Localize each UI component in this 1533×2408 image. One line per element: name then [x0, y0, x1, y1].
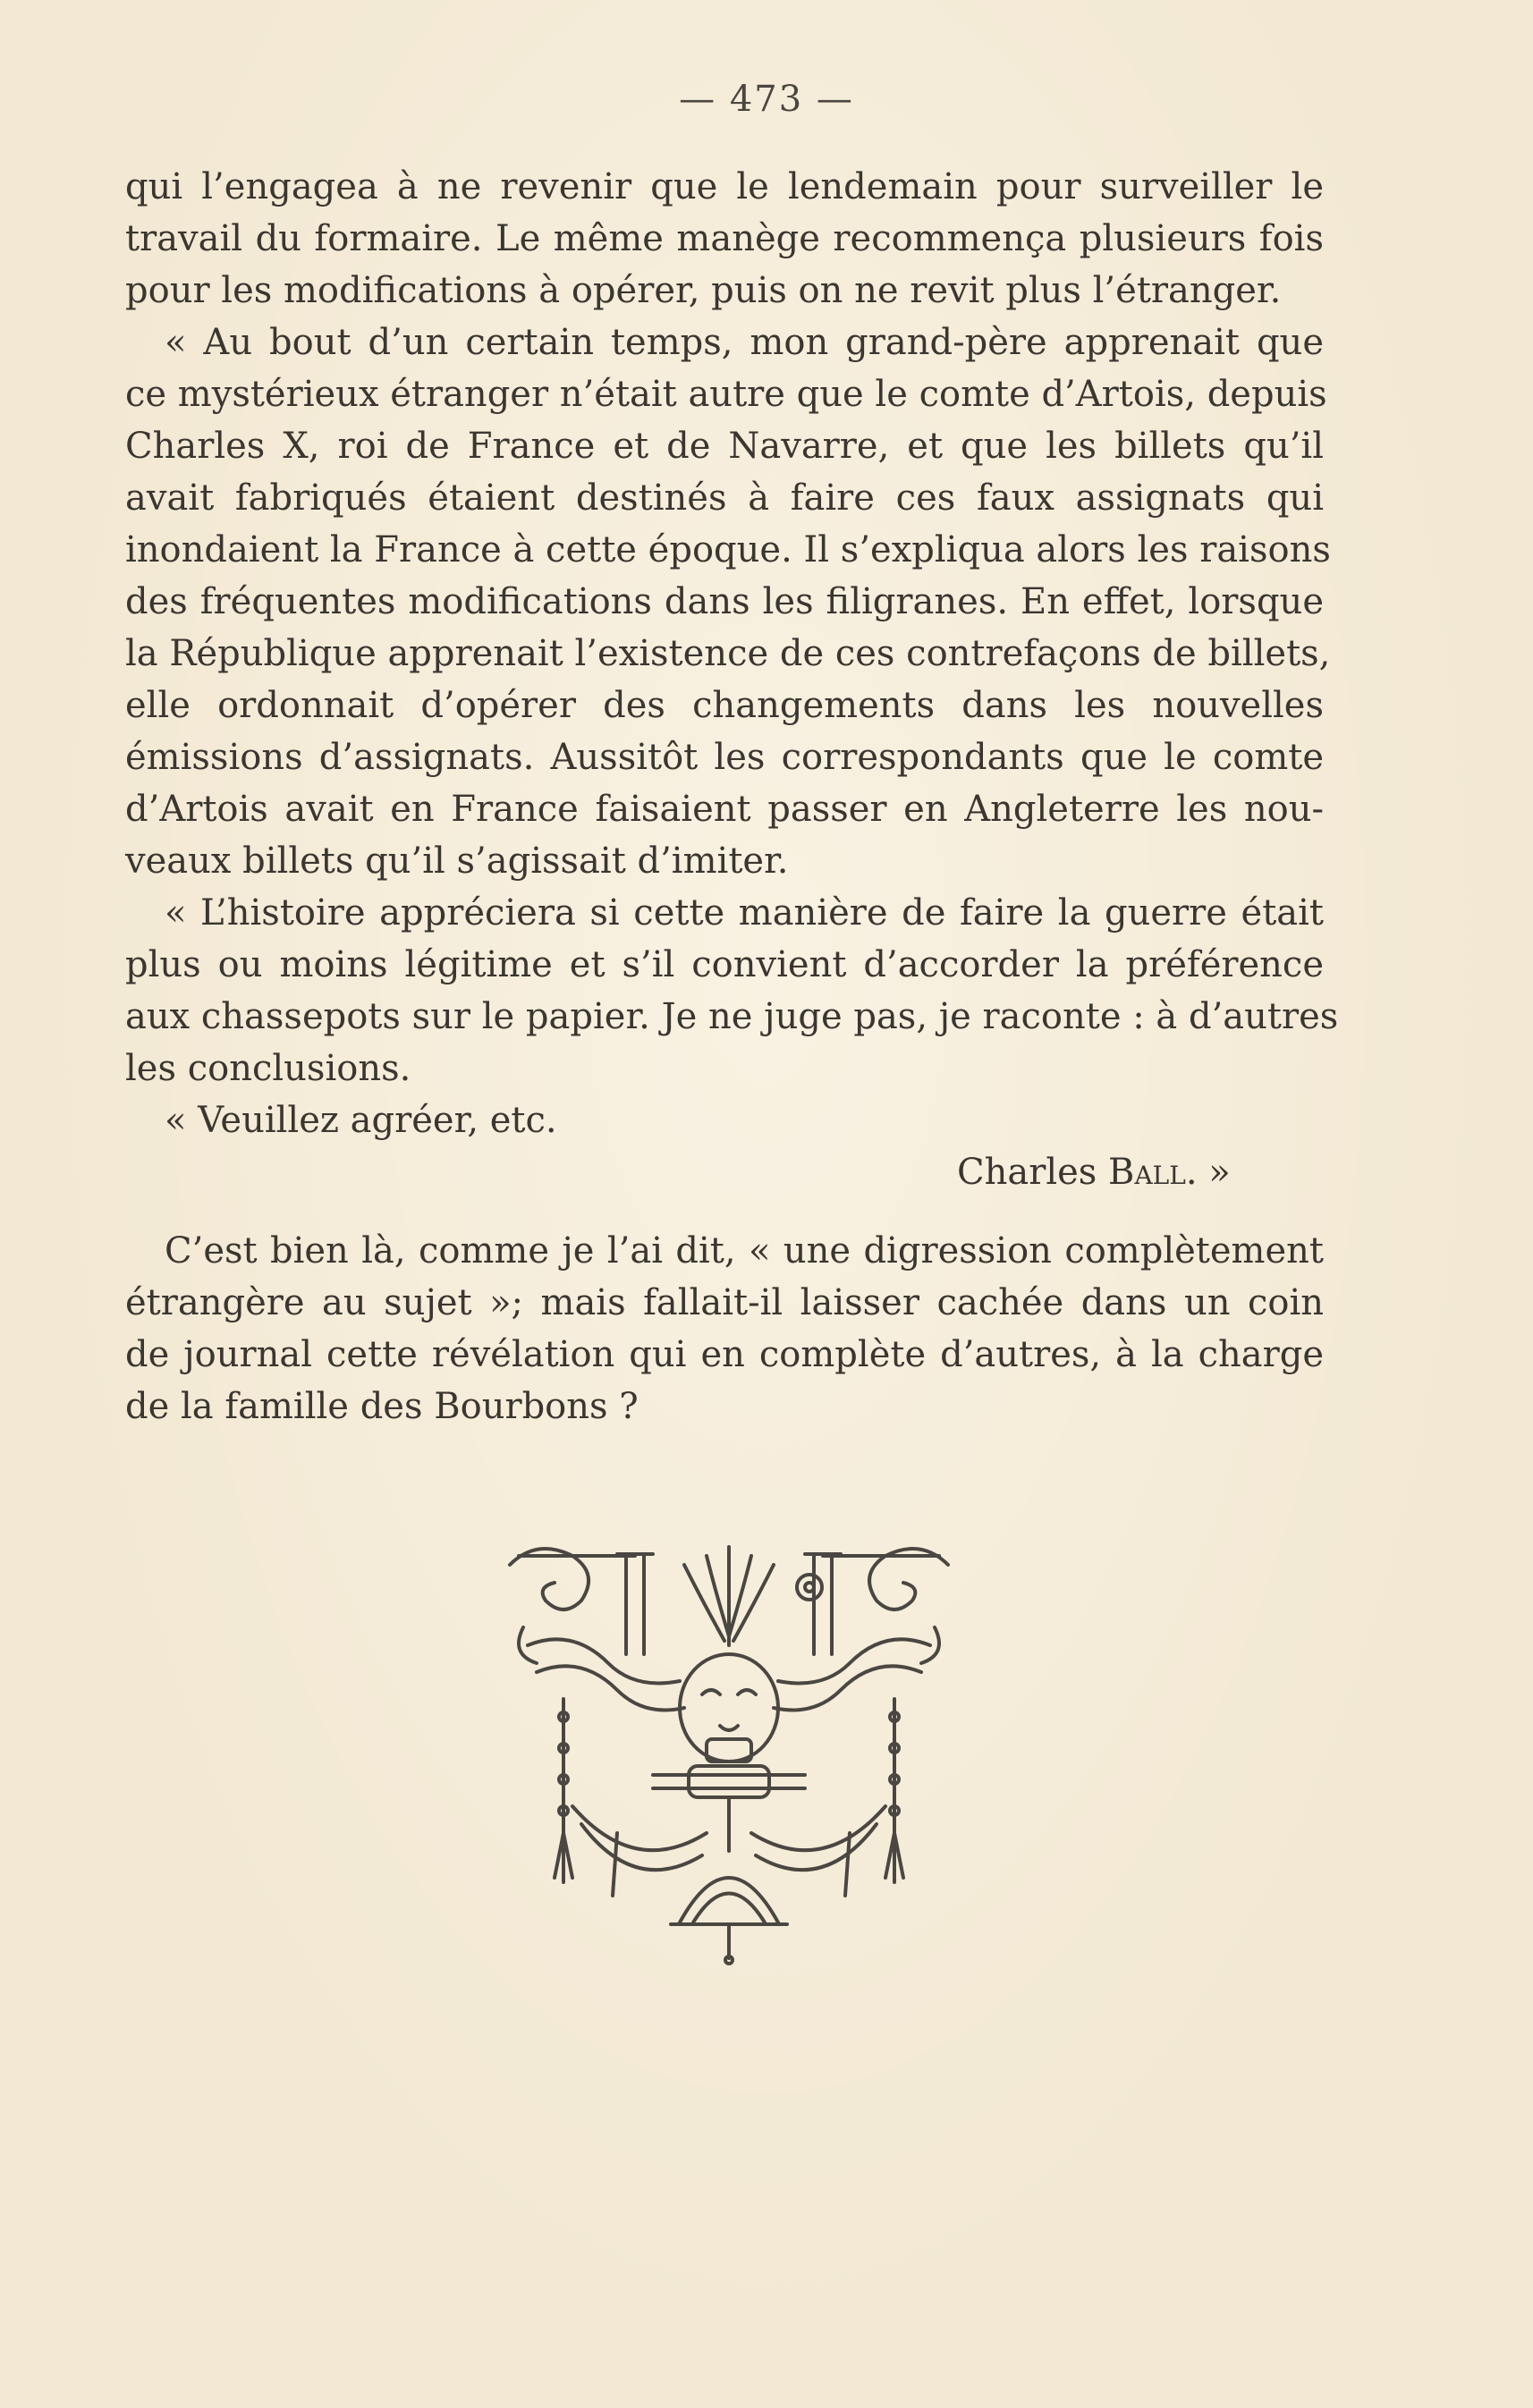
signature-line [125, 1146, 1324, 1198]
signature: Charles Ball. » [957, 1152, 1231, 1193]
text-line: « Au bout d’un certain temps, mon grand-père apprenait que [165, 322, 1324, 363]
text-line: émissions d’assignats. Aussitôt les correspondants que le comte [125, 737, 1324, 778]
text-line: avait fabriqués étaient destinés à faire ces faux assignats qui [125, 477, 1324, 519]
text-line: qui l’engagea à ne revenir que le lendemain pour surveiller le [125, 166, 1324, 207]
text-line: « Veuillez agréer, etc. [165, 1100, 557, 1141]
page-number: — 473 — [679, 79, 854, 120]
text-line: Charles X, roi de France et de Navarre, et que les billets qu’il [125, 426, 1324, 467]
text-line: des fréquentes modifications dans les filigranes. En effet, lorsque [125, 581, 1324, 622]
closing-paragraph [125, 1225, 1324, 1432]
text-line: elle ordonnait d’opérer des changements dans les nouvelles [125, 685, 1324, 726]
text-line: inondaient la France à cette époque. Il s’expliqua alors les raisons [125, 529, 1331, 570]
text-line: d’Artois avait en France faisaient passer en Angleterre les nou- [125, 789, 1324, 830]
text-line: les conclusions. [125, 1048, 411, 1089]
text-line: veaux billets qu’il s’agissait d’imiter. [125, 841, 789, 882]
text-line: aux chassepots sur le papier. Je ne juge pas, je raconte : à d’autres [125, 996, 1339, 1037]
paragraph-1 [125, 161, 1324, 317]
paragraph-2 [125, 317, 1331, 887]
paragraph-4 [125, 1094, 1324, 1146]
text-line: C’est bien là, comme je l’ai dit, « une digression complètement [165, 1230, 1324, 1272]
text-line: étrangère au sujet »; mais fallait-il laisser cachée dans un coin [125, 1282, 1324, 1323]
paragraph-gap [125, 1198, 1324, 1225]
signature-last-name: Ball [1108, 1152, 1186, 1193]
signature-closing-quote: » [1208, 1152, 1231, 1193]
text-line: pour les modifications à opérer, puis on ne revit plus l’étranger. [125, 270, 1282, 311]
text-line: ce mystérieux étranger n’était autre que le comte d’Artois, depuis [125, 374, 1327, 415]
text-line: plus ou moins légitime et s’il convient d’accorder la préférence [125, 944, 1324, 985]
paragraph-3 [125, 887, 1339, 1094]
body-text [125, 161, 1339, 1432]
text-line: de la famille des Bourbons ? [125, 1386, 639, 1427]
text-line: la République apprenait l’existence de ces contrefaçons de billets, [125, 633, 1331, 674]
text-line: de journal cette révélation qui en complète d’autres, à la charge [125, 1334, 1324, 1375]
tailpiece-ornament-icon [501, 1538, 957, 1967]
text-line: travail du formaire. Le même manège recommença plusieurs fois [125, 218, 1324, 259]
text-line: « L’histoire appréciera si cette manière de faire la guerre était [165, 892, 1324, 934]
signature-first-name: Charles [957, 1152, 1097, 1193]
